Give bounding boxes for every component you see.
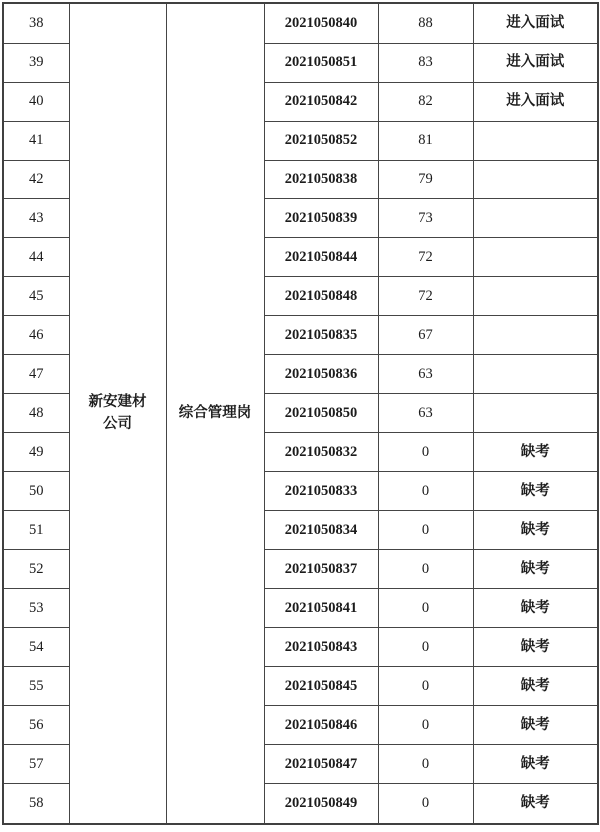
row-number-cell: 46 bbox=[3, 316, 69, 355]
row-number-cell: 41 bbox=[3, 121, 69, 160]
row-number-cell: 49 bbox=[3, 433, 69, 472]
row-number-cell: 48 bbox=[3, 394, 69, 433]
score-cell: 0 bbox=[378, 589, 473, 628]
exam-id-cell: 2021050838 bbox=[264, 160, 378, 199]
row-number-cell: 39 bbox=[3, 43, 69, 82]
status-cell: 缺考 bbox=[473, 628, 598, 667]
table-row bbox=[3, 3, 598, 43]
row-number-cell: 43 bbox=[3, 199, 69, 238]
exam-id-cell: 2021050836 bbox=[264, 355, 378, 394]
status-cell: 缺考 bbox=[473, 511, 598, 550]
exam-id-cell: 2021050840 bbox=[264, 3, 378, 43]
status-cell: 缺考 bbox=[473, 706, 598, 745]
score-cell: 0 bbox=[378, 745, 473, 784]
status-cell bbox=[473, 199, 598, 238]
row-number-cell: 58 bbox=[3, 784, 69, 824]
score-cell: 0 bbox=[378, 550, 473, 589]
status-cell bbox=[473, 316, 598, 355]
score-cell: 0 bbox=[378, 511, 473, 550]
score-cell: 72 bbox=[378, 238, 473, 277]
score-cell: 79 bbox=[378, 160, 473, 199]
score-cell: 0 bbox=[378, 628, 473, 667]
exam-id-cell: 2021050833 bbox=[264, 472, 378, 511]
row-number-cell: 45 bbox=[3, 277, 69, 316]
exam-id-cell: 2021050847 bbox=[264, 745, 378, 784]
results-table-body bbox=[3, 3, 598, 824]
exam-id-cell: 2021050845 bbox=[264, 667, 378, 706]
status-cell: 缺考 bbox=[473, 589, 598, 628]
score-cell: 63 bbox=[378, 355, 473, 394]
status-cell bbox=[473, 394, 598, 433]
status-cell: 缺考 bbox=[473, 784, 598, 824]
row-number-cell: 55 bbox=[3, 667, 69, 706]
score-cell: 81 bbox=[378, 121, 473, 160]
status-cell: 进入面试 bbox=[473, 3, 598, 43]
exam-id-cell: 2021050850 bbox=[264, 394, 378, 433]
company-name-line-2: 公司 bbox=[103, 415, 132, 432]
exam-id-cell: 2021050851 bbox=[264, 43, 378, 82]
results-table bbox=[2, 2, 599, 825]
status-cell: 缺考 bbox=[473, 433, 598, 472]
exam-id-cell: 2021050848 bbox=[264, 277, 378, 316]
company-name-line-1: 新安建材 bbox=[88, 394, 147, 411]
exam-id-cell: 2021050849 bbox=[264, 784, 378, 824]
score-cell: 0 bbox=[378, 433, 473, 472]
row-number-cell: 57 bbox=[3, 745, 69, 784]
row-number-cell: 54 bbox=[3, 628, 69, 667]
score-cell: 67 bbox=[378, 316, 473, 355]
status-cell: 进入面试 bbox=[473, 82, 598, 121]
status-cell bbox=[473, 160, 598, 199]
exam-id-cell: 2021050846 bbox=[264, 706, 378, 745]
company-cell bbox=[69, 3, 166, 824]
score-cell: 83 bbox=[378, 43, 473, 82]
score-cell: 73 bbox=[378, 199, 473, 238]
status-cell bbox=[473, 121, 598, 160]
row-number-cell: 56 bbox=[3, 706, 69, 745]
row-number-cell: 38 bbox=[3, 3, 69, 43]
score-cell: 63 bbox=[378, 394, 473, 433]
status-cell bbox=[473, 238, 598, 277]
exam-id-cell: 2021050832 bbox=[264, 433, 378, 472]
exam-id-cell: 2021050841 bbox=[264, 589, 378, 628]
score-cell: 82 bbox=[378, 82, 473, 121]
exam-id-cell: 2021050834 bbox=[264, 511, 378, 550]
row-number-cell: 40 bbox=[3, 82, 69, 121]
row-number-cell: 53 bbox=[3, 589, 69, 628]
exam-id-cell: 2021050835 bbox=[264, 316, 378, 355]
position-cell: 综合管理岗 bbox=[166, 3, 264, 824]
exam-id-cell: 2021050844 bbox=[264, 238, 378, 277]
row-number-cell: 52 bbox=[3, 550, 69, 589]
score-cell: 0 bbox=[378, 784, 473, 824]
status-cell bbox=[473, 277, 598, 316]
score-cell: 0 bbox=[378, 706, 473, 745]
status-cell: 缺考 bbox=[473, 550, 598, 589]
score-cell: 72 bbox=[378, 277, 473, 316]
row-number-cell: 44 bbox=[3, 238, 69, 277]
exam-id-cell: 2021050837 bbox=[264, 550, 378, 589]
score-cell: 0 bbox=[378, 667, 473, 706]
score-cell: 88 bbox=[378, 3, 473, 43]
status-cell: 缺考 bbox=[473, 745, 598, 784]
row-number-cell: 47 bbox=[3, 355, 69, 394]
score-cell: 0 bbox=[378, 472, 473, 511]
exam-id-cell: 2021050852 bbox=[264, 121, 378, 160]
exam-id-cell: 2021050843 bbox=[264, 628, 378, 667]
row-number-cell: 50 bbox=[3, 472, 69, 511]
status-cell: 进入面试 bbox=[473, 43, 598, 82]
exam-id-cell: 2021050842 bbox=[264, 82, 378, 121]
status-cell: 缺考 bbox=[473, 472, 598, 511]
row-number-cell: 42 bbox=[3, 160, 69, 199]
status-cell: 缺考 bbox=[473, 667, 598, 706]
status-cell bbox=[473, 355, 598, 394]
exam-id-cell: 2021050839 bbox=[264, 199, 378, 238]
row-number-cell: 51 bbox=[3, 511, 69, 550]
